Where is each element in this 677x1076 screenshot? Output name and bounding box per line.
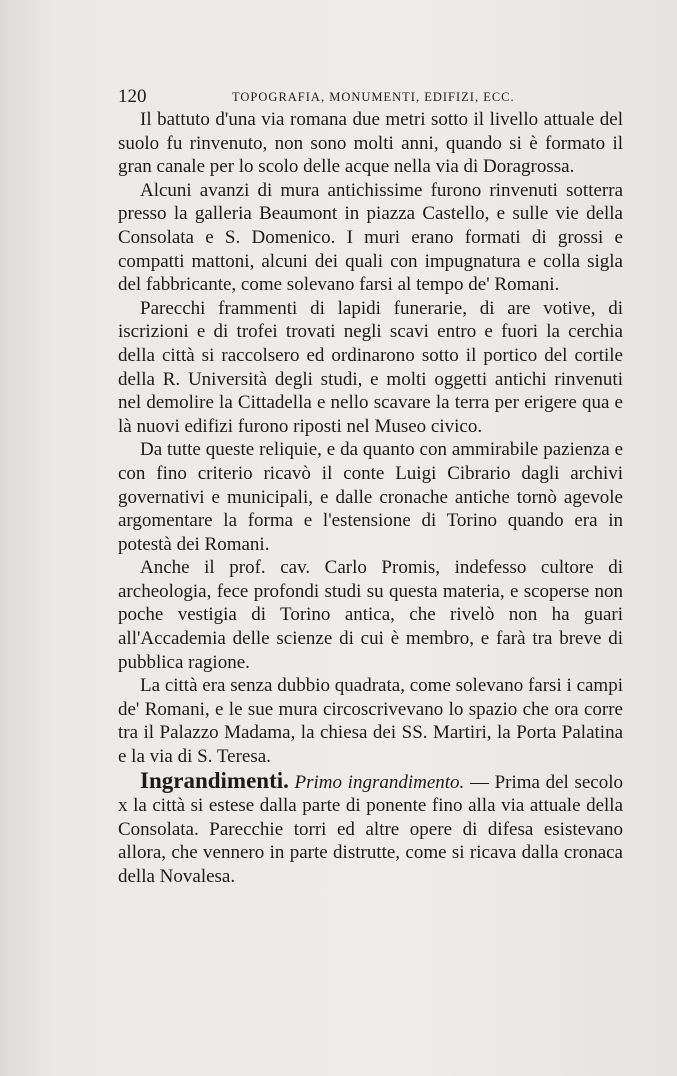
page-number: 120: [118, 86, 147, 107]
section-title: Ingrandimenti.: [140, 767, 289, 793]
paragraph: Alcuni avanzi di mura antichissime furono rinvenuti sotterra presso la galleria Beaumont in piazza Castello, e sulle vie della Consolata e S. Domenico. I muri erano formati di grossi e compatti mattoni, alcuni dei quali con impugnatura e colla sigla del fabbricante, come solevano farsi al tempo de' Romani.: [118, 179, 623, 296]
section-subtitle: Primo ingrandimento.: [294, 771, 465, 793]
body-text: [118, 108, 623, 889]
section-text: Prima del secolo x la città si estese dalla parte di ponente fino alla via attuale della Consolata. Parecchie torri ed altre opere di difesa esistevano allora, che vennero in parte distrutte, come si ricava dalla cronaca della Novalesa.: [118, 771, 624, 887]
paragraph: Il battuto d'una via romana due metri sotto il livello attuale del suolo fu rinvenuto, non sono molti anni, quando si è formato il gran canale per lo scolo delle acque nella via di Doragrossa.: [118, 109, 623, 178]
section-paragraph: [118, 769, 623, 889]
paragraph: Parecchi frammenti di lapidi funerarie, di are votive, di iscrizioni e di trofei trovati negli scavi entro e fuori la cerchia della città si raccolsero ed ordinarono sotto il portico del cortile della R. Università degli studi, e molti oggetti antichi rinvenuti nel demolire la Cittadella e nello scavare la terra per erigere qua e là nuovi edifizi furono riposti nel Museo civico.: [118, 297, 623, 437]
paragraph: Anche il prof. cav. Carlo Promis, indefesso cultore di archeologia, fece profondi studi su questa materia, e scoperse non poche vestigia di Torino antica, che rivelò non ha guari all'Accademia delle scienze di cui è membro, e farà tra breve di pubblica ragione.: [118, 557, 623, 673]
em-dash: —: [469, 771, 489, 793]
page-header: [118, 86, 623, 108]
paragraph: La città era senza dubbio quadrata, come solevano farsi i campi de' Romani, e le sue mura circoscrivevano lo spazio che ora corre tra il Palazzo Madama, la chiesa dei SS. Martiri, la Porta Palatina e la via di S. Teresa.: [118, 675, 623, 768]
running-title: TOPOGRAFIA, MONUMENTI, EDIFIZI, ECC.: [232, 90, 515, 104]
paragraph: Da tutte queste reliquie, e da quanto con ammirabile pazienza e con fino criterio ricavò il conte Luigi Cibrario dagli archivi governativi e municipali, e dalle cronache antiche tornò agevole argomentare la forma e l'estensione di Torino quando era in potestà dei Romani.: [118, 439, 623, 555]
